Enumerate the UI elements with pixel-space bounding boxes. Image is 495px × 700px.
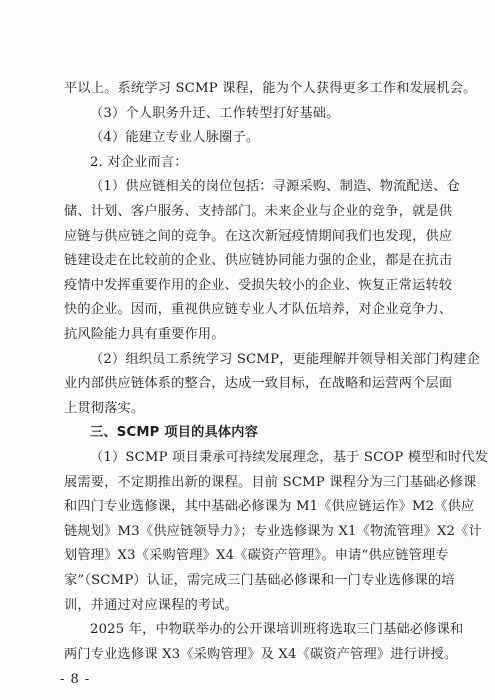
text-line-18: 和四门专业选修课，其中基础必修课为 M1《供应链运作》M2《供应 — [64, 499, 475, 515]
text-line-23: 2025 年，中物联举办的公开课培训班将选取三门基础必修课和 — [90, 622, 464, 638]
text-line-20: 划管理》X3《采购管理》X4《碳资产管理》。申请“供应链管理专 — [64, 548, 449, 564]
text-line-17: 展需要，不定期推出新的课程。目前 SCMP 课程分为三门基础必修课 — [64, 474, 477, 490]
text-line-2: （3）个人职务升迁、工作转型打好基础。 — [90, 105, 340, 121]
text-line-13: 业内部供应链体系的整合，达成一致目标，在战略和运营两个层面 — [64, 376, 453, 392]
text-line-5: （1）供应链相关的岗位包括：寻源采购、制造、物流配送、仓 — [90, 179, 461, 195]
text-line-4: 2. 对企业而言： — [90, 154, 188, 170]
text-line-10: 快的企业。因而，重视供应链专业人才队伍培养，对企业竞争力、 — [64, 302, 453, 318]
text-line-19: 链规划》M3《供应链领导力》；专业选修课为 X1《物流管理》X2《计 — [64, 523, 482, 539]
text-line-16: （1）SCMP 项目秉承可持续发展理念，基于 SCOP 模型和时代发 — [90, 450, 489, 465]
text-line-6: 储、计划、客户服务、支持部门。未来企业与企业的竞争，就是供 — [64, 204, 453, 219]
section-heading: 三、SCMP 项目的具体内容 — [90, 425, 259, 441]
text-line-22: 训，并通过对应课程的考试。 — [64, 597, 239, 613]
page-number: - 8 - — [60, 672, 91, 687]
text-line-9: 疫情中发挥重要作用的企业、受损失较小的企业、恢复正常运转较 — [64, 277, 453, 293]
text-line-14: 上贯彻落实。 — [64, 400, 145, 416]
text-line-1: 平以上。系统学习 SCMP 课程，能为个人获得更多工作和发展机会。 — [64, 81, 477, 96]
text-line-3: （4）能建立专业人脉圈子。 — [90, 130, 260, 146]
text-line-24: 两门专业选修课 X3《采购管理》及 X4《碳资产管理》进行讲授。 — [64, 646, 458, 662]
text-line-12: （2）组织员工系统学习 SCMP，更能理解并领导相关部门构建企 — [90, 351, 480, 367]
text-line-21: 家”（SCMP）认证，需完成三门基础必修课和一门专业选修课的培 — [64, 573, 455, 588]
text-line-8: 链建设走在比较前的企业、供应链协同能力强的企业，都是在抗击 — [64, 253, 453, 269]
text-line-7: 应链与供应链之间的竞争。在这次新冠疫情期间我们也发现，供应 — [64, 228, 453, 244]
text-line-11: 抗风险能力具有重要作用。 — [64, 327, 225, 342]
